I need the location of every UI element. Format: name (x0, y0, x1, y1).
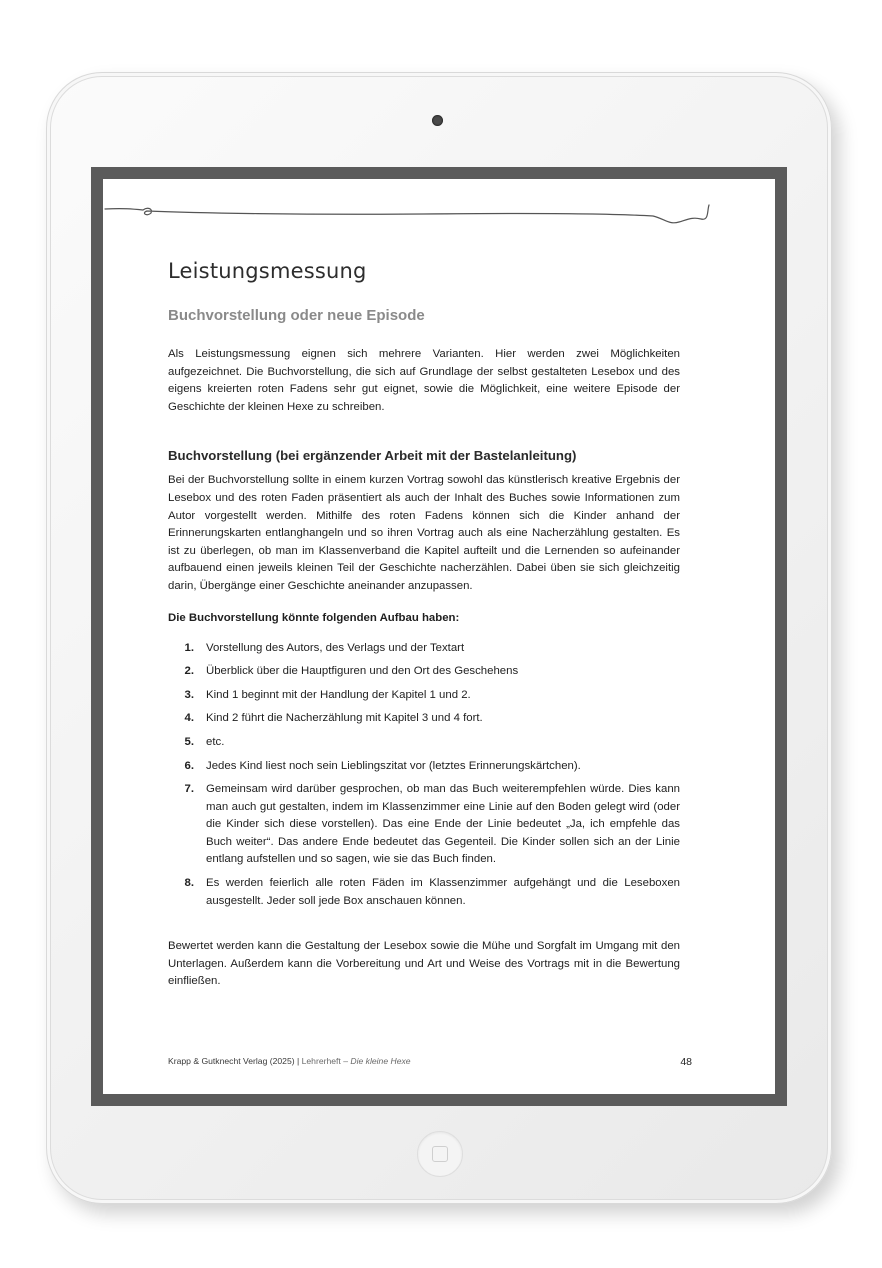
list-item-text: Vorstellung des Autors, des Verlags und der Textart (206, 641, 465, 654)
list-item (168, 734, 680, 752)
list-item-text: Es werden feierlich alle roten Fäden im Klassenzimmer aufgehängt und die Leseboxen ausgestellt. Jeder soll jede Box anschauen können. (206, 877, 680, 907)
document-content (168, 259, 680, 991)
footer-publisher: Krapp & Gutknecht Verlag (2025) (168, 1056, 295, 1066)
steps-list (168, 640, 680, 911)
list-item (168, 758, 680, 776)
page-number: 48 (680, 1056, 692, 1068)
footer-booklet: Lehrerheft – (301, 1056, 348, 1066)
list-item-number: 2. (184, 665, 194, 678)
home-square-icon (432, 1146, 448, 1162)
footer-separator: | (297, 1056, 300, 1066)
list-item-text: Jedes Kind liest noch sein Lieblingszitat vor (letztes Erinnerungskärtchen). (206, 759, 581, 772)
list-item (168, 687, 680, 705)
page-footer (168, 1056, 692, 1068)
footer-source (168, 1056, 411, 1068)
home-button[interactable] (417, 1131, 463, 1177)
decorative-squiggle-line (103, 197, 775, 237)
section-title: Buchvorstellung oder neue Episode (168, 307, 425, 324)
closing-paragraph: Bewertet werden kann die Gestaltung der Lesebox sowie die Mühe und Sorgfalt im Umgang mit den Unterlagen. Außerdem kann die Vorbereitung und Art und Weise des Vortrags mit in die Bewertung einfließen. (168, 940, 680, 988)
list-item-number: 6. (184, 759, 194, 772)
list-item-number: 5. (184, 735, 194, 748)
list-item-text: Überblick über die Hauptfiguren und den Ort des Geschehens (206, 665, 519, 678)
list-item-number: 7. (184, 783, 194, 796)
subsection-title: Buchvorstellung (bei ergänzender Arbeit mit der Bastelanleitung) (168, 448, 577, 464)
document-page[interactable] (103, 179, 775, 1094)
list-item-number: 1. (184, 641, 194, 654)
list-item (168, 781, 680, 869)
list-heading: Die Buchvorstellung könnte folgenden Aufbau haben: (168, 611, 460, 624)
screen-bezel (91, 167, 787, 1106)
tablet-frame (46, 72, 832, 1204)
list-item (168, 663, 680, 681)
page-title: Leistungsmessung (168, 259, 367, 283)
list-item (168, 710, 680, 728)
list-item-text: Gemeinsam wird darüber gesprochen, ob man das Buch weiterempfehlen würde. Dies kann man auch gut gestalten, indem im Klassenzimmer eine Linie auf den Boden gelegt wird (oder die Kinder sich diese vorstellen). Das eine Ende der Linie bedeutet „Ja, ich empfehle das Buch weiter“. Das andere Ende bedeutet das Gegenteil. Die Kinder sollen sich an der Linie entlang aufstellen und so sagen, wie sie das Buch finden. (206, 783, 680, 866)
main-paragraph: Bei der Buchvorstellung sollte in einem kurzen Vortrag sowohl das künstlerisch kreative Ergebnis der Lesebox und des roten Faden präsentiert als auch der Inhalt des Buches sowie Informationen zum Autor vorgestellt werden. Mithilfe des roten Fadens können sich die Kinder anhand der Erinnerungskarten entlanghangeln und so ihren Vortrag auch als eine Nacherzählung gestalten. Es ist zu überlegen, ob man im Klassenverband die Kapitel aufteilt und die Lernenden so aufeinander aufbauend einen jeweils kleinen Teil der Geschichte nacherzählen. Dabei üben sie sich gleichzeitig darin, Übergänge einer Geschichte aneinander anzupassen. (168, 474, 680, 592)
list-item-number: 8. (184, 877, 194, 890)
list-item (168, 640, 680, 658)
list-item-text: Kind 1 beginnt mit der Handlung der Kapitel 1 und 2. (206, 688, 471, 701)
footer-book-title: Die kleine Hexe (350, 1056, 411, 1066)
list-item-number: 4. (184, 712, 194, 725)
camera-icon (432, 115, 443, 126)
list-item-number: 3. (184, 688, 194, 701)
intro-paragraph: Als Leistungsmessung eignen sich mehrere Varianten. Hier werden zwei Möglichkeiten aufgezeichnet. Die Buchvorstellung, die sich auf Grundlage der selbst gestalteten Lesebox und des eigens kreierten roten Fadens sehr gut eignet, sowie die Möglichkeit, eine weitere Episode der Geschichte der kleinen Hexe zu schreiben. (168, 348, 680, 413)
list-item (168, 875, 680, 910)
list-item-text: etc. (206, 735, 225, 748)
list-item-text: Kind 2 führt die Nacherzählung mit Kapitel 3 und 4 fort. (206, 712, 483, 725)
